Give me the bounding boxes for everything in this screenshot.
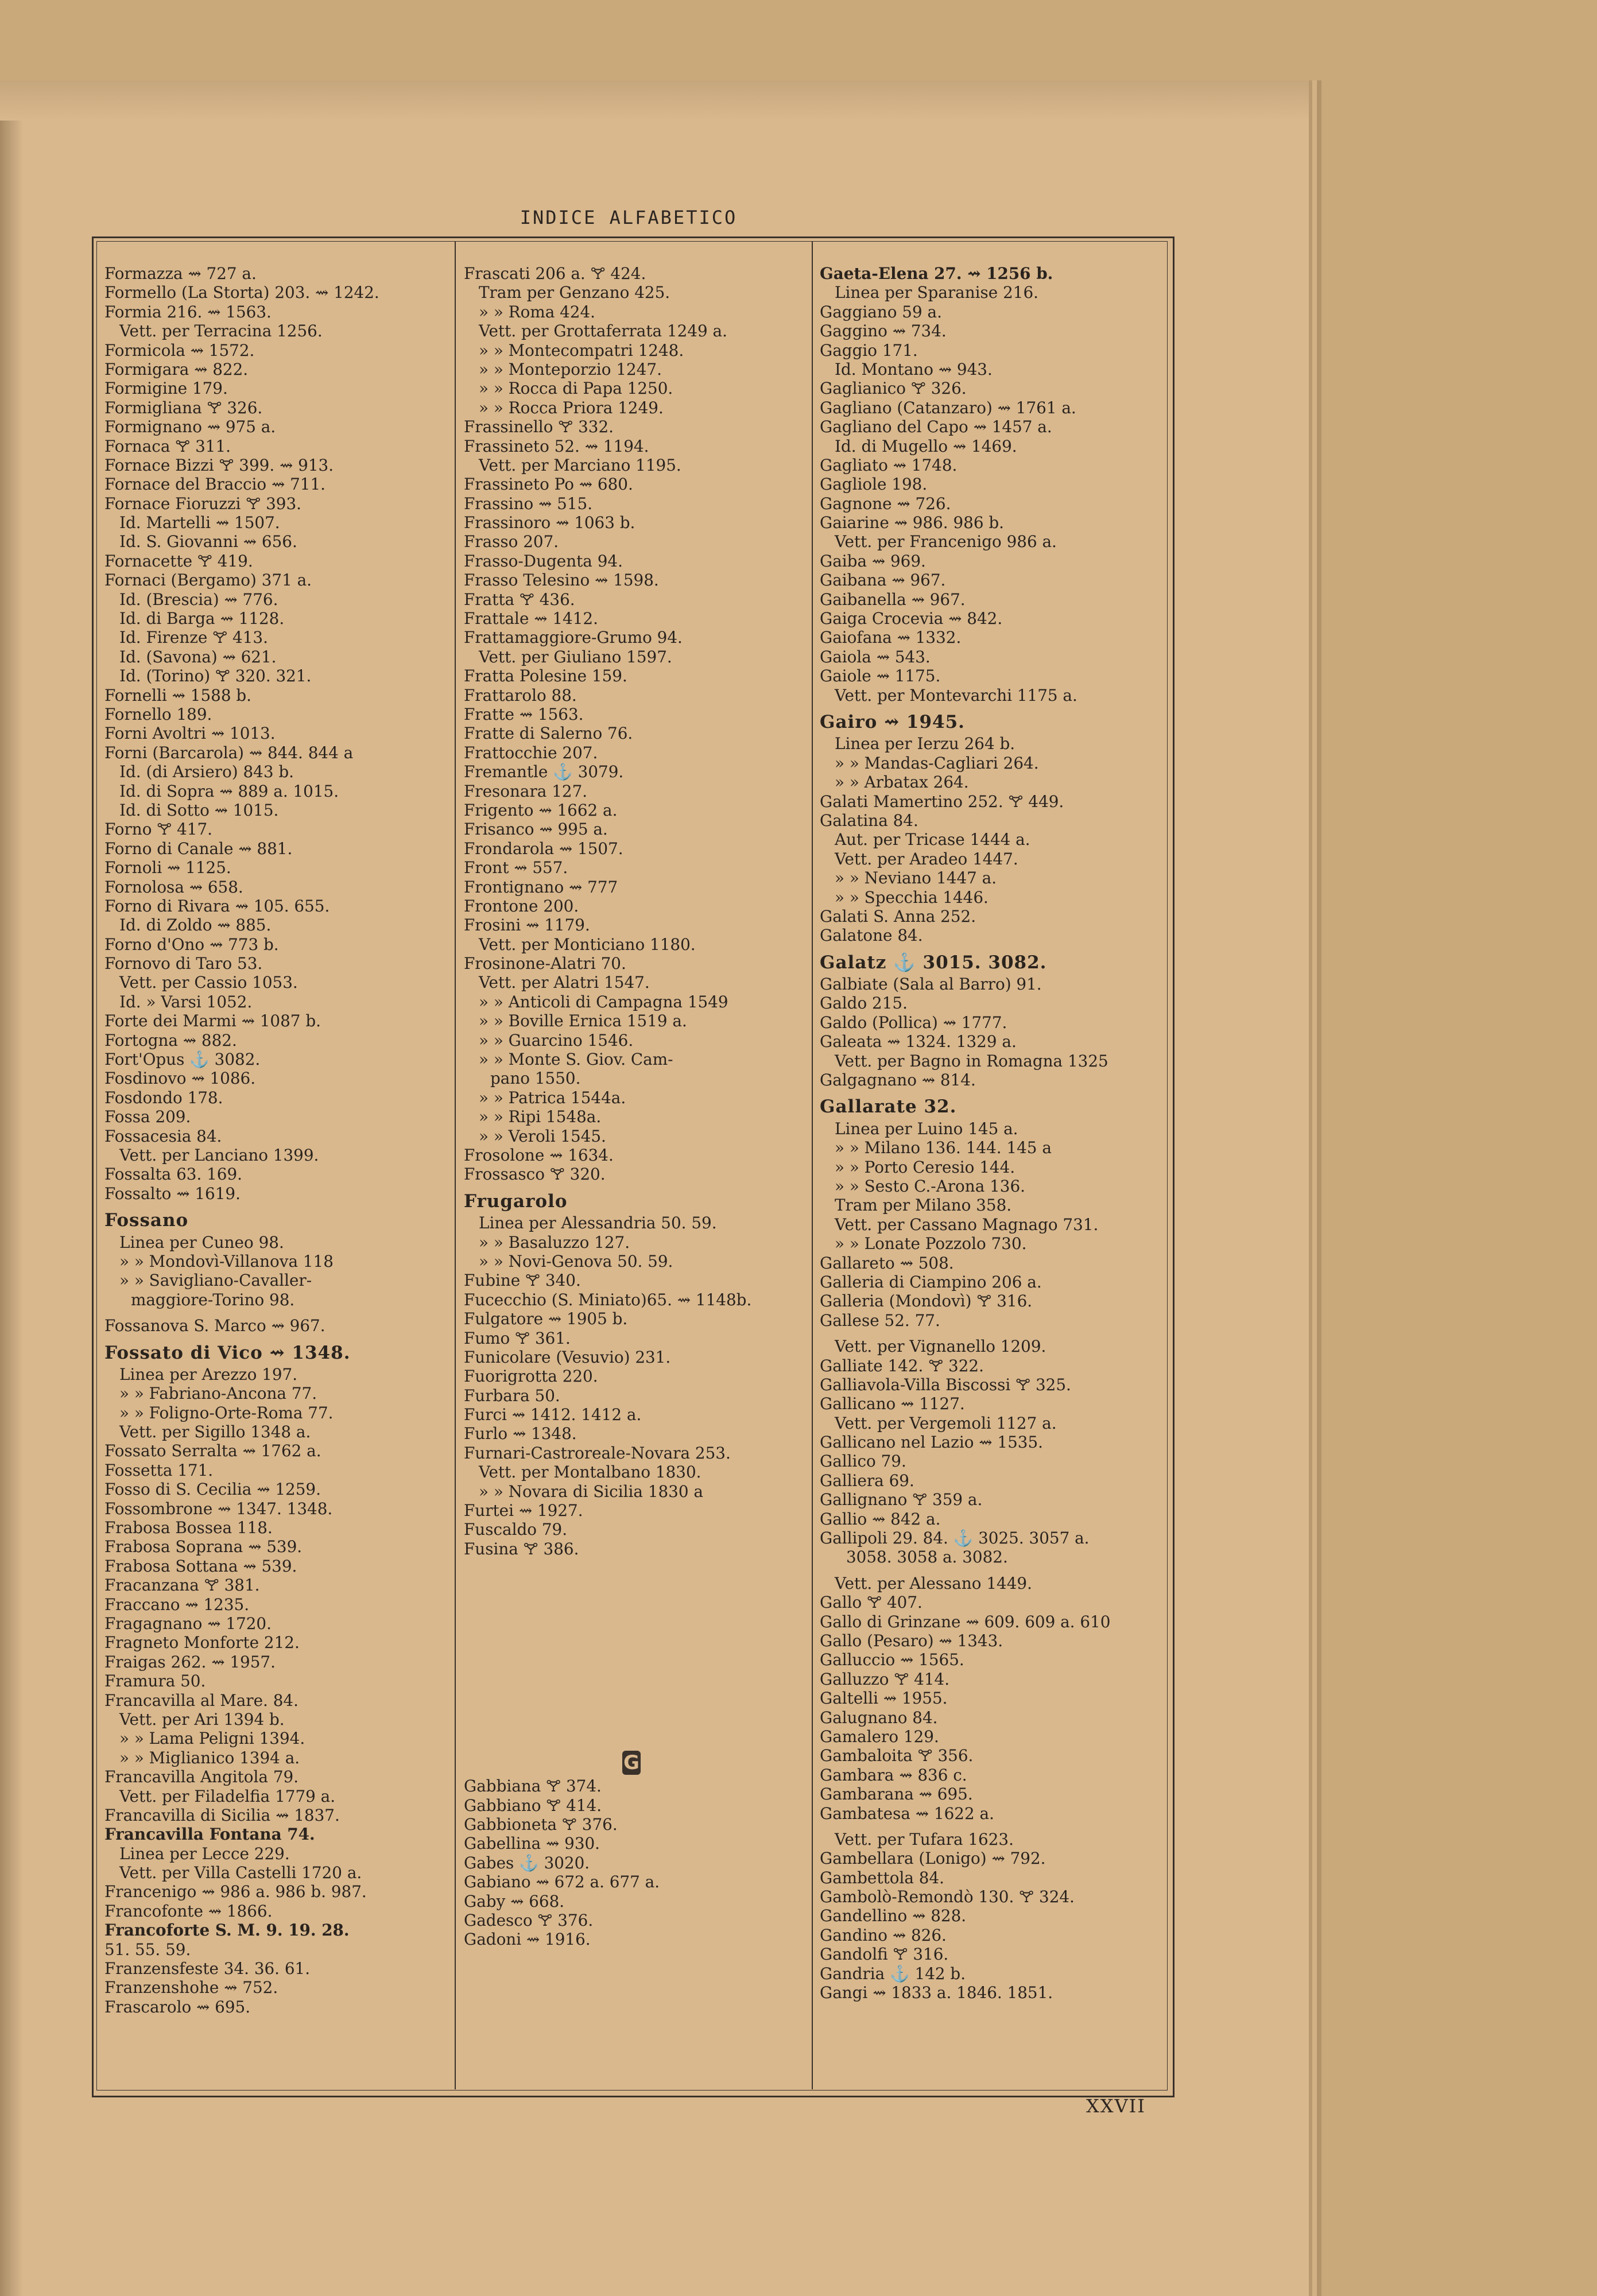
index-entry: Forte dei Marmi ⇝ 1087 b. xyxy=(104,1011,321,1031)
index-entry: Framura 50. xyxy=(104,1671,206,1691)
index-entry: Gandino ⇝ 826. xyxy=(820,1925,947,1945)
index-entry: Fulgatore ⇝ 1905 b. xyxy=(464,1309,628,1329)
index-entry: Vett. per Montalbano 1830. xyxy=(479,1463,701,1482)
index-entry: Fucecchio (S. Miniato)65. ⇝ 1148b. xyxy=(464,1290,752,1309)
index-entry: Gallignano 🝖 359 a. xyxy=(820,1490,983,1510)
index-entry: Fornace del Braccio ⇝ 711. xyxy=(104,475,325,494)
index-entry: Linea per Cuneo 98. xyxy=(119,1232,284,1252)
index-entry: » » Mondovì-Villanova 118 xyxy=(119,1251,334,1271)
index-entry: Gaibanella ⇝ 967. xyxy=(820,589,966,609)
index-entry: Francavilla di Sicilia ⇝ 1837. xyxy=(104,1805,340,1825)
index-entry: Frigento ⇝ 1662 a. xyxy=(464,800,618,820)
index-entry: Frosini ⇝ 1179. xyxy=(464,916,590,935)
index-column-2 xyxy=(464,264,751,1949)
column-rule-1 xyxy=(455,241,456,2089)
index-column-3 xyxy=(820,264,1110,2002)
index-entry: Gambara ⇝ 836 c. xyxy=(820,1765,967,1785)
index-entry: Id. di Sotto ⇝ 1015. xyxy=(119,800,279,820)
index-entry: Gaiofana ⇝ 1332. xyxy=(820,628,962,647)
index-entry: » » Novi-Genova 50. 59. xyxy=(479,1251,673,1271)
index-entry: Id. di Zoldo ⇝ 885. xyxy=(119,916,272,935)
index-entry: Gallo 🝖 407. xyxy=(820,1593,922,1612)
index-entry: Gallo di Grinzane ⇝ 609. 609 a. 610 xyxy=(820,1612,1111,1631)
index-entry: Fortogna ⇝ 882. xyxy=(104,1030,237,1050)
index-entry: Gambettola 84. xyxy=(820,1868,944,1887)
spacer xyxy=(820,1823,1110,1830)
index-entry: Gaggiano 59 a. xyxy=(820,302,942,321)
spacer xyxy=(820,1330,1110,1337)
index-entry: » » Mandas-Cagliari 264. xyxy=(835,753,1039,773)
index-entry: Vett. per Aradeo 1447. xyxy=(835,849,1018,868)
index-entry: Gaby ⇝ 668. xyxy=(464,1891,565,1911)
index-column-1 xyxy=(104,264,379,2016)
index-entry: Fossato Serralta ⇝ 1762 a. xyxy=(104,1441,321,1461)
index-entry: Linea per Sparanise 216. xyxy=(835,283,1038,302)
index-entry: Fornoli ⇝ 1125. xyxy=(104,858,231,878)
index-entry: Frabosa Bossea 118. xyxy=(104,1518,273,1538)
page-edge xyxy=(0,80,1309,121)
index-entry: Linea per Arezzo 197. xyxy=(119,1364,298,1384)
index-entry: Fratte di Salerno 76. xyxy=(464,724,633,743)
index-entry: Gallo (Pesaro) ⇝ 1343. xyxy=(820,1631,1003,1650)
index-entry: Galleria (Mondovì) 🝖 316. xyxy=(820,1292,1033,1311)
index-entry: Galtelli ⇝ 1955. xyxy=(820,1689,948,1708)
index-entry: Fresonara 127. xyxy=(464,781,588,801)
index-entry: Formigine 179. xyxy=(104,379,228,398)
index-entry: » » Lonate Pozzolo 730. xyxy=(835,1234,1027,1254)
index-entry: Fornace Bizzi 🝖 399. ⇝ 913. xyxy=(104,455,334,475)
page-binding xyxy=(0,80,23,2296)
section-letter-g: G xyxy=(622,1751,641,1775)
index-entry: Gaiole ⇝ 1175. xyxy=(820,666,941,686)
index-entry: Fumo 🝖 361. xyxy=(464,1328,571,1348)
index-entry: Fosdondo 178. xyxy=(104,1088,223,1107)
index-entry: Fort'Opus ⚓ 3082. xyxy=(104,1050,261,1069)
index-entry: Galatina 84. xyxy=(820,810,918,830)
index-entry: Gamalero 129. xyxy=(820,1727,939,1746)
page-header: INDICE ALFABETICO xyxy=(520,207,738,228)
index-entry: Gaggio 171. xyxy=(820,340,918,360)
index-entry: Fossalto ⇝ 1619. xyxy=(104,1184,241,1203)
index-entry: Forni Avoltri ⇝ 1013. xyxy=(104,724,276,743)
index-heading: Frugarolo xyxy=(464,1190,568,1212)
index-entry: Gandellino ⇝ 828. xyxy=(820,1906,967,1926)
index-entry: Frossasco 🝖 320. xyxy=(464,1165,606,1184)
index-entry: Vett. per Lanciano 1399. xyxy=(119,1145,319,1165)
index-entry: Gadesco 🝖 376. xyxy=(464,1910,594,1930)
index-entry: » » Anticoli di Campagna 1549 xyxy=(479,992,728,1011)
index-entry: Id. (Brescia) ⇝ 776. xyxy=(119,589,278,609)
index-heading: Gairo ⇝ 1945. xyxy=(820,711,965,732)
index-entry: Vett. per Giuliano 1597. xyxy=(479,647,672,666)
index-entry: Formello (La Storta) 203. ⇝ 1242. xyxy=(104,283,379,302)
index-entry: Fornaci (Bergamo) 371 a. xyxy=(104,571,312,590)
index-entry: Fornello 189. xyxy=(104,704,212,724)
index-entry: Gallareto ⇝ 508. xyxy=(820,1253,954,1273)
index-entry: Fusina 🝖 386. xyxy=(464,1539,579,1558)
index-entry: Gallicano nel Lazio ⇝ 1535. xyxy=(820,1433,1043,1452)
index-entry: » » Rocca di Papa 1250. xyxy=(479,379,673,398)
index-entry: » » Monteporzio 1247. xyxy=(479,359,662,379)
index-entry: Fornacette 🝖 419. xyxy=(104,551,253,571)
index-entry: Frasso 207. xyxy=(464,532,559,552)
index-entry: Formigliana 🝖 326. xyxy=(104,398,263,417)
index-entry: 3058. 3058 a. 3082. xyxy=(846,1548,1008,1567)
index-entry: Funicolare (Vesuvio) 231. xyxy=(464,1347,671,1367)
index-entry: » » Novara di Sicilia 1830 a xyxy=(479,1481,703,1501)
index-entry: Vett. per Alatri 1547. xyxy=(479,973,650,992)
index-entry: Gambaloita 🝖 356. xyxy=(820,1746,974,1766)
index-entry: Franzensfeste 34. 36. 61. xyxy=(104,1959,311,1979)
index-entry: Galati Mamertino 252. 🝖 449. xyxy=(820,792,1064,811)
index-entry: » » Rocca Priora 1249. xyxy=(479,398,664,417)
index-entry: Francofonte ⇝ 1866. xyxy=(104,1901,273,1921)
index-entry: Gallipoli 29. 84. ⚓ 3025. 3057 a. xyxy=(820,1529,1090,1548)
index-entry: Vett. per Montevarchi 1175 a. xyxy=(835,685,1077,705)
index-entry: » » Montecompatri 1248. xyxy=(479,340,684,360)
index-entry: Furtei ⇝ 1927. xyxy=(464,1501,583,1521)
index-heading: Fossato di Vico ⇝ 1348. xyxy=(104,1342,351,1363)
index-entry: Gaiola ⇝ 543. xyxy=(820,647,931,666)
index-entry: Gangi ⇝ 1833 a. 1846. 1851. xyxy=(820,1983,1053,2003)
index-entry: Fragagnano ⇝ 1720. xyxy=(104,1614,272,1633)
index-entry: Fubine 🝖 340. xyxy=(464,1271,581,1290)
index-entry: Gabiano ⇝ 672 a. 677 a. xyxy=(464,1872,660,1892)
index-entry: Id. Firenze 🝖 413. xyxy=(119,628,268,647)
spacer xyxy=(464,1558,751,1777)
index-entry: Vett. per Villa Castelli 1720 a. xyxy=(119,1863,362,1883)
index-entry: Gandria ⚓ 142 b. xyxy=(820,1964,966,1983)
index-entry: Id. (Torino) 🝖 320. 321. xyxy=(119,666,312,686)
index-entry: Gagliano del Capo ⇝ 1457 a. xyxy=(820,417,1052,437)
index-entry: Gabellina ⇝ 930. xyxy=(464,1834,600,1853)
index-entry: Formignano ⇝ 975 a. xyxy=(104,417,276,437)
index-entry: Gallico 79. xyxy=(820,1452,906,1471)
index-entry: Frassinello 🝖 332. xyxy=(464,417,614,437)
index-entry: Fratta 🝖 436. xyxy=(464,589,575,609)
index-entry: Fossanova S. Marco ⇝ 967. xyxy=(104,1316,325,1336)
index-entry: Frontignano ⇝ 777 xyxy=(464,877,618,897)
index-entry: Frattale ⇝ 1412. xyxy=(464,609,598,629)
index-entry: Vett. per Grottaferrata 1249 a. xyxy=(479,321,727,341)
index-entry: Id. di Barga ⇝ 1128. xyxy=(119,609,285,629)
index-entry: Aut. per Tricase 1444 a. xyxy=(835,830,1030,850)
index-entry: » » Fabriano-Ancona 77. xyxy=(119,1384,317,1403)
index-entry: » » Savigliano-Cavaller- xyxy=(119,1271,312,1290)
index-entry: » » Specchia 1446. xyxy=(835,887,989,907)
index-entry: Gaglianico 🝖 326. xyxy=(820,379,967,398)
index-entry: Fornolosa ⇝ 658. xyxy=(104,877,243,897)
index-entry: Formia 216. ⇝ 1563. xyxy=(104,302,272,321)
index-entry: Front ⇝ 557. xyxy=(464,858,568,878)
index-entry: Galbiate (Sala al Barro) 91. xyxy=(820,975,1042,994)
index-entry: Vett. per Sigillo 1348 a. xyxy=(119,1422,311,1442)
index-entry: Fornace Fioruzzi 🝖 393. xyxy=(104,494,301,513)
index-entry: » » Milano 136. 144. 145 a xyxy=(835,1138,1052,1158)
index-entry: Fratta Polesine 159. xyxy=(464,666,627,686)
index-entry: » » Veroli 1545. xyxy=(479,1126,606,1146)
index-entry: Linea per Luino 145 a. xyxy=(835,1119,1018,1138)
index-entry: Fracanzana 🝖 381. xyxy=(104,1576,260,1595)
index-entry: Vett. per Monticiano 1180. xyxy=(479,934,696,954)
index-entry: Frisanco ⇝ 995 a. xyxy=(464,820,608,839)
index-entry: Vett. per Francenigo 986 a. xyxy=(835,532,1057,552)
index-entry: Fratte ⇝ 1563. xyxy=(464,704,584,724)
index-entry: » » Foligno-Orte-Roma 77. xyxy=(119,1403,334,1422)
index-entry: Gaibana ⇝ 967. xyxy=(820,571,946,590)
index-entry: Fornaca 🝖 311. xyxy=(104,436,231,456)
index-entry: Fuorigrotta 220. xyxy=(464,1367,598,1386)
index-entry: 51. 55. 59. xyxy=(104,1940,191,1959)
index-entry: Gallese 52. 77. xyxy=(820,1310,940,1330)
index-heading: Francavilla Fontana 74. xyxy=(104,1825,315,1844)
index-entry: Forno 🝖 417. xyxy=(104,820,213,839)
index-entry: Forno d'Ono ⇝ 773 b. xyxy=(104,934,279,954)
index-entry: Gagliato ⇝ 1748. xyxy=(820,455,958,475)
index-entry: Francavilla al Mare. 84. xyxy=(104,1690,299,1710)
index-entry: Fossombrone ⇝ 1347. 1348. xyxy=(104,1499,333,1518)
index-entry: Fornovo di Taro 53. xyxy=(104,954,263,974)
index-entry: Frassineto 52. ⇝ 1194. xyxy=(464,436,649,456)
index-entry: Galdo 215. xyxy=(820,994,908,1013)
index-entry: Id. » Varsi 1052. xyxy=(119,992,253,1011)
index-entry: » » Sesto C.-Arona 136. xyxy=(835,1177,1025,1196)
index-entry: Gabbiana 🝖 374. xyxy=(464,1777,602,1796)
index-heading: Galatz ⚓ 3015. 3082. xyxy=(820,952,1047,973)
index-entry: pano 1550. xyxy=(490,1069,581,1088)
index-entry: Frattocchie 207. xyxy=(464,743,598,762)
column-rule-2 xyxy=(812,241,813,2089)
index-entry: Frontone 200. xyxy=(464,896,579,916)
index-entry: Furnari-Castroreale-Novara 253. xyxy=(464,1443,731,1463)
index-entry: Forni (Barcarola) ⇝ 844. 844 a xyxy=(104,743,354,762)
index-heading: Fossano xyxy=(104,1210,189,1231)
index-entry: Gaiarine ⇝ 986. 986 b. xyxy=(820,513,1004,533)
index-entry: Vett. per Cassio 1053. xyxy=(119,973,298,992)
index-entry: Id. di Mugello ⇝ 1469. xyxy=(835,436,1017,456)
index-entry: Frattarolo 88. xyxy=(464,685,577,705)
index-entry: Gadoni ⇝ 1916. xyxy=(464,1930,591,1949)
index-entry: Linea per Alessandria 50. 59. xyxy=(479,1213,717,1233)
index-entry: Francenigo ⇝ 986 a. 986 b. 987. xyxy=(104,1882,367,1902)
index-entry: Fossacesia 84. xyxy=(104,1126,222,1146)
index-entry: Galati S. Anna 252. xyxy=(820,906,976,926)
index-entry: Tram per Genzano 425. xyxy=(479,283,670,302)
index-entry: » » Miglianico 1394 a. xyxy=(119,1748,300,1767)
index-entry: maggiore-Torino 98. xyxy=(131,1290,295,1309)
index-entry: Francavilla Angitola 79. xyxy=(104,1767,299,1787)
index-entry: Vett. per Tufara 1623. xyxy=(835,1829,1014,1849)
index-entry: » » Porto Ceresio 144. xyxy=(835,1157,1015,1177)
index-entry: Furci ⇝ 1412. 1412 a. xyxy=(464,1405,642,1425)
index-entry: Vett. per Cassano Magnago 731. xyxy=(835,1215,1099,1234)
index-entry: » » Patrica 1544a. xyxy=(479,1088,626,1107)
index-entry: Forno di Canale ⇝ 881. xyxy=(104,839,293,858)
index-entry: Galdo (Pollica) ⇝ 1777. xyxy=(820,1013,1007,1032)
index-entry: Fosso di S. Cecilia ⇝ 1259. xyxy=(104,1480,321,1499)
index-heading: Gaeta-Elena 27. ⇝ 1256 b. xyxy=(820,264,1053,283)
index-entry: Fraccano ⇝ 1235. xyxy=(104,1595,250,1614)
index-entry: Linea per Lecce 229. xyxy=(119,1844,290,1863)
index-entry: Galliavola-Villa Biscossi 🝖 325. xyxy=(820,1375,1071,1394)
index-entry: Galleria di Ciampino 206 a. xyxy=(820,1272,1042,1292)
index-entry: Gagnone ⇝ 726. xyxy=(820,494,951,513)
index-entry: Gabes ⚓ 3020. xyxy=(464,1853,590,1872)
index-entry: Gandolfi 🝖 316. xyxy=(820,1945,949,1964)
index-entry: Gagliano (Catanzaro) ⇝ 1761 a. xyxy=(820,398,1076,417)
index-entry: Id. Montano ⇝ 943. xyxy=(835,359,993,379)
index-entry: Gaggino ⇝ 734. xyxy=(820,321,947,341)
index-entry: Id. S. Giovanni ⇝ 656. xyxy=(119,532,297,552)
index-entry: Vett. per Bagno in Romagna 1325 xyxy=(835,1051,1108,1071)
index-entry: » » Lama Peligni 1394. xyxy=(119,1729,305,1748)
index-entry: Frassino ⇝ 515. xyxy=(464,494,593,513)
index-entry: Vett. per Ari 1394 b. xyxy=(119,1709,285,1729)
index-entry: Vett. per Vergemoli 1127 a. xyxy=(835,1413,1057,1433)
index-entry: Tram per Milano 358. xyxy=(835,1196,1012,1215)
index-entry: Frascarolo ⇝ 695. xyxy=(104,1997,251,2016)
index-entry: » » Monte S. Giov. Cam- xyxy=(479,1050,673,1069)
index-entry: Gambellara (Lonigo) ⇝ 792. xyxy=(820,1849,1046,1868)
index-entry: Franzenshohe ⇝ 752. xyxy=(104,1978,278,1998)
index-entry: Galliera 69. xyxy=(820,1471,914,1490)
index-entry: Fuscaldo 79. xyxy=(464,1520,568,1539)
index-entry: Linea per Ierzu 264 b. xyxy=(835,734,1015,754)
index-entry: Galeata ⇝ 1324. 1329 a. xyxy=(820,1032,1017,1052)
index-entry: Galluccio ⇝ 1565. xyxy=(820,1650,964,1670)
index-entry: Frassineto Po ⇝ 680. xyxy=(464,475,633,494)
index-entry: Frabosa Soprana ⇝ 539. xyxy=(104,1537,303,1557)
index-entry: Gagliole 198. xyxy=(820,475,928,494)
index-entry: Vett. per Vignanello 1209. xyxy=(835,1337,1046,1356)
index-entry: Frosolone ⇝ 1634. xyxy=(464,1145,614,1165)
index-entry: Frabosa Sottana ⇝ 539. xyxy=(104,1556,297,1576)
index-entry: Gabbiano 🝖 414. xyxy=(464,1795,602,1815)
index-entry: Fossa 209. xyxy=(104,1107,191,1127)
index-entry: Forno di Rivara ⇝ 105. 655. xyxy=(104,896,330,916)
index-entry: Frattamaggiore-Grumo 94. xyxy=(464,628,683,647)
index-entry: Fraigas 262. ⇝ 1957. xyxy=(104,1652,276,1671)
index-entry: » » Ripi 1548a. xyxy=(479,1107,602,1127)
index-entry: Galliate 142. 🝖 322. xyxy=(820,1356,984,1375)
index-entry: Fossalta 63. 169. xyxy=(104,1165,243,1184)
index-entry: Galugnano 84. xyxy=(820,1708,938,1727)
index-entry: Frasso Telesino ⇝ 1598. xyxy=(464,571,659,590)
index-heading: Francoforte S. M. 9. 19. 28. xyxy=(104,1921,350,1940)
index-entry: Fornelli ⇝ 1588 b. xyxy=(104,685,251,705)
index-entry: Furbara 50. xyxy=(464,1386,560,1405)
index-entry: Formicola ⇝ 1572. xyxy=(104,340,255,360)
index-entry: Id. (Savona) ⇝ 621. xyxy=(119,647,277,666)
index-entry: Id. (di Arsiero) 843 b. xyxy=(119,762,294,782)
index-entry: Formigara ⇝ 822. xyxy=(104,359,249,379)
index-entry: Gabbioneta 🝖 376. xyxy=(464,1814,618,1834)
index-entry: Fragneto Monforte 212. xyxy=(104,1633,300,1653)
index-entry: » » Neviano 1447 a. xyxy=(835,868,997,888)
index-entry: Vett. per Filadelfia 1779 a. xyxy=(119,1786,336,1806)
index-entry: Galatone 84. xyxy=(820,926,923,945)
index-heading: Gallarate 32. xyxy=(820,1096,957,1118)
index-entry: » » Roma 424. xyxy=(479,302,596,321)
index-entry: Frosinone-Alatri 70. xyxy=(464,954,626,974)
index-entry: Fossetta 171. xyxy=(104,1460,214,1480)
index-entry: » » Guarcino 1546. xyxy=(479,1030,634,1050)
index-entry: Id. Martelli ⇝ 1507. xyxy=(119,513,280,533)
index-entry: Frascati 206 a. 🝖 424. xyxy=(464,264,646,283)
index-entry: Gambarana ⇝ 695. xyxy=(820,1785,973,1804)
index-entry: Gallicano ⇝ 1127. xyxy=(820,1394,965,1414)
index-entry: Frassinoro ⇝ 1063 b. xyxy=(464,513,635,533)
index-entry: Fosdinovo ⇝ 1086. xyxy=(104,1069,256,1088)
index-entry: Frasso-Dugenta 94. xyxy=(464,551,623,571)
index-entry: Galluzzo 🝖 414. xyxy=(820,1669,950,1689)
index-entry: Fremantle ⚓ 3079. xyxy=(464,762,624,782)
index-entry: Gambatesa ⇝ 1622 a. xyxy=(820,1804,994,1823)
spacer xyxy=(104,1309,379,1316)
index-entry: » » Basaluzzo 127. xyxy=(479,1232,630,1252)
index-entry: Gambolò-Remondò 130. 🝖 324. xyxy=(820,1887,1075,1907)
index-entry: Vett. per Terracina 1256. xyxy=(119,321,323,341)
index-entry: Frondarola ⇝ 1507. xyxy=(464,839,623,858)
index-entry: Furlo ⇝ 1348. xyxy=(464,1424,577,1444)
index-entry: Vett. per Alessano 1449. xyxy=(835,1573,1032,1593)
index-entry: Formazza ⇝ 727 a. xyxy=(104,264,257,283)
index-entry: Galgagnano ⇝ 814. xyxy=(820,1071,976,1090)
index-entry: » » Boville Ernica 1519 a. xyxy=(479,1011,687,1031)
spacer xyxy=(820,1567,1110,1574)
index-entry: Gaiga Crocevia ⇝ 842. xyxy=(820,609,1003,629)
index-entry: Gallio ⇝ 842 a. xyxy=(820,1509,941,1529)
page-number: XXVII xyxy=(1086,2095,1146,2117)
index-entry: Vett. per Marciano 1195. xyxy=(479,455,681,475)
index-entry: Id. di Sopra ⇝ 889 a. 1015. xyxy=(119,781,339,801)
index-entry: Gaiba ⇝ 969. xyxy=(820,551,926,571)
index-entry: » » Arbatax 264. xyxy=(835,773,969,792)
